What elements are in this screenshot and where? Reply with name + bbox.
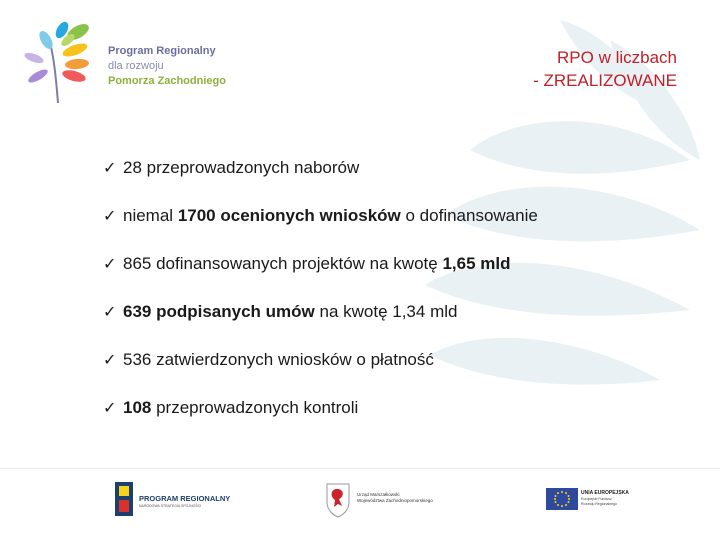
checkmark-icon: ✓	[103, 256, 117, 273]
footer-logo-program-regionalny	[113, 480, 243, 520]
title-line-1: RPO w liczbach	[557, 48, 677, 67]
footer-logo-urzad	[325, 480, 465, 520]
list-item: ✓ 536 zatwierdzonych wniosków o płatność	[103, 348, 538, 396]
coat-of-arms-icon	[325, 482, 351, 518]
program-logo	[20, 18, 240, 108]
checkmark-icon: ✓	[103, 400, 117, 417]
checkmark-icon: ✓	[103, 352, 117, 369]
list-item: ✓ 108 przeprowadzonych kontroli	[103, 396, 538, 444]
eu-flag-icon	[546, 488, 578, 510]
footer-logo-1-title: PROGRAM REGIONALNY	[139, 494, 231, 503]
footer-logo-1-subtitle: NARODOWA STRATEGIA SPÓJNOŚCI	[139, 504, 202, 508]
footer-logo-eu	[546, 480, 646, 520]
footer-divider	[0, 468, 720, 469]
checkmark-icon: ✓	[103, 160, 117, 177]
nss-emblem-icon	[113, 480, 137, 520]
slide-title	[533, 46, 677, 92]
list-item: ✓ 28 przeprowadzonych naborów	[103, 156, 538, 204]
logo-line-2: dla rozwoju	[108, 60, 164, 72]
checkmark-icon: ✓	[103, 304, 117, 321]
bullet-list	[103, 156, 538, 444]
list-item: ✓ 639 podpisanych umów na kwotę 1,34 mld	[103, 300, 538, 348]
logo-line-1: Program Regionalny	[108, 45, 216, 57]
title-line-2: - ZREALIZOWANE	[533, 71, 677, 90]
logo-line-3: Pomorza Zachodniego	[108, 75, 226, 87]
logo-text	[108, 44, 226, 89]
list-item: ✓ 865 dofinansowanych projektów na kwotę 1,65 mld	[103, 252, 538, 300]
checkmark-icon: ✓	[103, 208, 117, 225]
footer-logo-3-title: UNIA EUROPEJSKA	[581, 490, 629, 496]
footer-logo-2-text: Urząd Marszałkowski Województwa Zachodniopomorskiego	[357, 492, 433, 503]
list-item: ✓ niemal 1700 ocenionych wniosków o dofinansowanie	[103, 204, 538, 252]
leaves-logo-icon	[20, 18, 100, 108]
footer-logo-3-text: Europejski Fundusz Rozwoju Regionalnego	[581, 497, 617, 506]
